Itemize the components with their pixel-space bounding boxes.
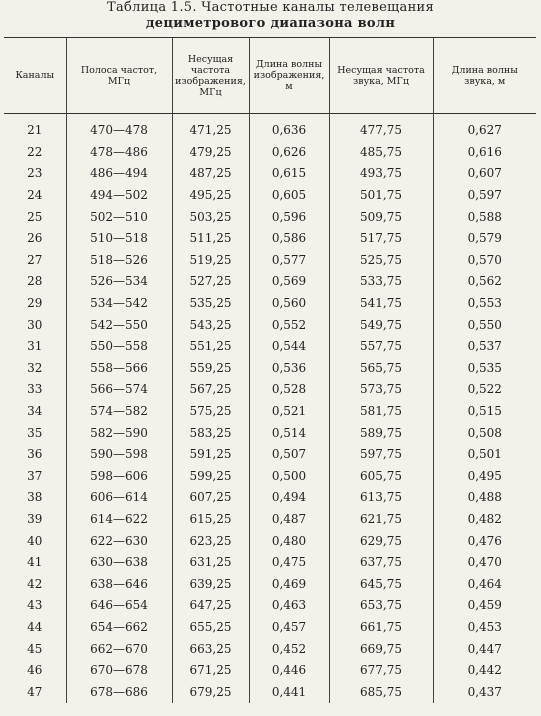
cell-audio-wavelength: 0,562 xyxy=(433,271,536,293)
cell-band: 654—662 xyxy=(66,617,172,639)
cell-channel: 34 xyxy=(27,404,43,419)
cell-band: 526—534 xyxy=(66,271,172,293)
table-row xyxy=(4,617,536,639)
cell-channel: 38 xyxy=(27,490,43,505)
cell-band: 678—686 xyxy=(66,681,172,703)
cell-audio-carrier: 517,75 xyxy=(329,228,433,250)
cell-channel: 41 xyxy=(27,555,43,570)
cell-audio-carrier: 621,75 xyxy=(329,509,433,531)
cell-audio-wavelength: 0,442 xyxy=(433,660,536,682)
table-row xyxy=(4,336,536,358)
table-row xyxy=(4,422,536,444)
cell-video-wavelength: 0,626 xyxy=(249,142,329,164)
cell-video-carrier: 503,25 xyxy=(172,206,249,228)
cell-audio-carrier: 485,75 xyxy=(329,142,433,164)
cell-band: 558—566 xyxy=(66,358,172,380)
cell-channel: 42 xyxy=(27,576,43,591)
cell-audio-carrier: 581,75 xyxy=(329,401,433,423)
cell-audio-carrier: 533,75 xyxy=(329,271,433,293)
cell-video-carrier: 679,25 xyxy=(172,681,249,703)
table-row xyxy=(4,379,536,401)
cell-band: 638—646 xyxy=(66,573,172,595)
cell-video-carrier: 647,25 xyxy=(172,595,249,617)
cell-channel: 27 xyxy=(27,252,43,267)
cell-video-wavelength: 0,577 xyxy=(249,250,329,272)
cell-video-wavelength: 0,605 xyxy=(249,185,329,207)
cell-audio-wavelength: 0,515 xyxy=(433,401,536,423)
table-header xyxy=(4,38,536,114)
cell-video-carrier: 655,25 xyxy=(172,617,249,639)
cell-band: 502—510 xyxy=(66,206,172,228)
table-row xyxy=(4,114,536,142)
cell-video-carrier: 599,25 xyxy=(172,466,249,488)
header-row xyxy=(4,38,536,114)
cell-band: 606—614 xyxy=(66,487,172,509)
cell-audio-wavelength: 0,522 xyxy=(433,379,536,401)
cell-audio-carrier: 573,75 xyxy=(329,379,433,401)
cell-audio-carrier: 653,75 xyxy=(329,595,433,617)
table-row xyxy=(4,228,536,250)
cell-channel: 39 xyxy=(27,511,43,526)
cell-channel: 31 xyxy=(27,339,43,354)
table-row xyxy=(4,401,536,423)
cell-channel: 43 xyxy=(27,598,43,613)
cell-audio-carrier: 493,75 xyxy=(329,163,433,185)
cell-video-carrier: 559,25 xyxy=(172,358,249,380)
table-row xyxy=(4,206,536,228)
table-row xyxy=(4,595,536,617)
cell-video-wavelength: 0,521 xyxy=(249,401,329,423)
cell-band: 670—678 xyxy=(66,660,172,682)
cell-audio-carrier: 525,75 xyxy=(329,250,433,272)
cell-video-carrier: 487,25 xyxy=(172,163,249,185)
caption-line-2: дециметрового диапазона волн xyxy=(145,16,396,31)
cell-channel: 32 xyxy=(27,360,43,375)
table-row xyxy=(4,314,536,336)
table-row xyxy=(4,638,536,660)
cell-video-wavelength: 0,536 xyxy=(249,358,329,380)
cell-channel: 46 xyxy=(27,663,43,678)
cell-audio-carrier: 565,75 xyxy=(329,358,433,380)
cell-channel: 26 xyxy=(27,231,43,246)
cell-audio-wavelength: 0,627 xyxy=(433,114,536,142)
cell-video-wavelength: 0,500 xyxy=(249,466,329,488)
cell-video-wavelength: 0,552 xyxy=(249,314,329,336)
cell-band: 622—630 xyxy=(66,530,172,552)
cell-channel: 35 xyxy=(27,425,43,440)
cell-video-wavelength: 0,544 xyxy=(249,336,329,358)
table-row xyxy=(4,358,536,380)
cell-video-wavelength: 0,596 xyxy=(249,206,329,228)
cell-audio-wavelength: 0,616 xyxy=(433,142,536,164)
cell-audio-wavelength: 0,508 xyxy=(433,422,536,444)
caption-line-1: Таблица 1.5. Частотные каналы телевещания xyxy=(106,0,435,15)
cell-video-wavelength: 0,480 xyxy=(249,530,329,552)
table-row xyxy=(4,487,536,509)
cell-video-carrier: 471,25 xyxy=(172,114,249,142)
cell-band: 614—622 xyxy=(66,509,172,531)
cell-band: 478—486 xyxy=(66,142,172,164)
cell-audio-carrier: 661,75 xyxy=(329,617,433,639)
table-row xyxy=(4,142,536,164)
table-row xyxy=(4,185,536,207)
cell-audio-carrier: 605,75 xyxy=(329,466,433,488)
cell-audio-wavelength: 0,459 xyxy=(433,595,536,617)
cell-audio-wavelength: 0,495 xyxy=(433,466,536,488)
cell-video-carrier: 551,25 xyxy=(172,336,249,358)
cell-video-carrier: 607,25 xyxy=(172,487,249,509)
cell-channel: 45 xyxy=(27,641,43,656)
cell-video-carrier: 511,25 xyxy=(172,228,249,250)
table-row xyxy=(4,466,536,488)
cell-audio-wavelength: 0,579 xyxy=(433,228,536,250)
table-body xyxy=(4,114,536,704)
cell-audio-carrier: 557,75 xyxy=(329,336,433,358)
cell-channel: 47 xyxy=(27,684,43,699)
cell-channel: 21 xyxy=(27,123,43,138)
cell-video-wavelength: 0,441 xyxy=(249,681,329,703)
cell-channel: 37 xyxy=(27,468,43,483)
cell-video-carrier: 671,25 xyxy=(172,660,249,682)
cell-band: 470—478 xyxy=(66,114,172,142)
cell-band: 566—574 xyxy=(66,379,172,401)
table-row xyxy=(4,163,536,185)
cell-band: 486—494 xyxy=(66,163,172,185)
cell-video-wavelength: 0,514 xyxy=(249,422,329,444)
header-video-carrier: Несущая частота изображения, МГц xyxy=(172,38,249,114)
cell-audio-wavelength: 0,537 xyxy=(433,336,536,358)
cell-video-carrier: 495,25 xyxy=(172,185,249,207)
cell-band: 646—654 xyxy=(66,595,172,617)
cell-channel: 24 xyxy=(27,188,43,203)
cell-video-wavelength: 0,507 xyxy=(249,444,329,466)
cell-video-wavelength: 0,446 xyxy=(249,660,329,682)
cell-video-wavelength: 0,487 xyxy=(249,509,329,531)
cell-audio-carrier: 685,75 xyxy=(329,681,433,703)
cell-band: 494—502 xyxy=(66,185,172,207)
cell-video-carrier: 479,25 xyxy=(172,142,249,164)
cell-channel: 29 xyxy=(27,296,43,311)
cell-video-carrier: 575,25 xyxy=(172,401,249,423)
table-row xyxy=(4,530,536,552)
cell-video-carrier: 591,25 xyxy=(172,444,249,466)
cell-audio-wavelength: 0,597 xyxy=(433,185,536,207)
cell-channel: 28 xyxy=(27,274,43,289)
cell-band: 582—590 xyxy=(66,422,172,444)
cell-audio-wavelength: 0,570 xyxy=(433,250,536,272)
cell-band: 662—670 xyxy=(66,638,172,660)
cell-video-carrier: 631,25 xyxy=(172,552,249,574)
frequency-table xyxy=(4,37,536,703)
cell-channel: 22 xyxy=(27,144,43,159)
cell-channel: 30 xyxy=(27,317,43,332)
cell-band: 518—526 xyxy=(66,250,172,272)
cell-audio-wavelength: 0,588 xyxy=(433,206,536,228)
cell-band: 550—558 xyxy=(66,336,172,358)
table-row xyxy=(4,660,536,682)
cell-audio-carrier: 597,75 xyxy=(329,444,433,466)
cell-audio-wavelength: 0,488 xyxy=(433,487,536,509)
cell-video-carrier: 615,25 xyxy=(172,509,249,531)
cell-video-carrier: 663,25 xyxy=(172,638,249,660)
cell-channel: 44 xyxy=(27,619,43,634)
cell-band: 574—582 xyxy=(66,401,172,423)
cell-video-wavelength: 0,636 xyxy=(249,114,329,142)
cell-video-wavelength: 0,469 xyxy=(249,573,329,595)
cell-channel: 33 xyxy=(27,382,43,397)
cell-video-carrier: 623,25 xyxy=(172,530,249,552)
cell-video-wavelength: 0,560 xyxy=(249,293,329,315)
cell-audio-carrier: 637,75 xyxy=(329,552,433,574)
cell-audio-wavelength: 0,550 xyxy=(433,314,536,336)
cell-video-carrier: 519,25 xyxy=(172,250,249,272)
cell-audio-carrier: 645,75 xyxy=(329,573,433,595)
cell-video-wavelength: 0,494 xyxy=(249,487,329,509)
table-row xyxy=(4,573,536,595)
cell-video-wavelength: 0,586 xyxy=(249,228,329,250)
cell-video-wavelength: 0,475 xyxy=(249,552,329,574)
cell-audio-carrier: 589,75 xyxy=(329,422,433,444)
table-row xyxy=(4,552,536,574)
cell-channel: 23 xyxy=(27,166,43,181)
cell-video-carrier: 527,25 xyxy=(172,271,249,293)
cell-audio-wavelength: 0,447 xyxy=(433,638,536,660)
cell-audio-wavelength: 0,553 xyxy=(433,293,536,315)
cell-audio-wavelength: 0,501 xyxy=(433,444,536,466)
cell-audio-carrier: 501,75 xyxy=(329,185,433,207)
table-row xyxy=(4,444,536,466)
cell-audio-carrier: 669,75 xyxy=(329,638,433,660)
cell-video-wavelength: 0,457 xyxy=(249,617,329,639)
cell-band: 630—638 xyxy=(66,552,172,574)
cell-audio-carrier: 477,75 xyxy=(329,114,433,142)
cell-channel: 25 xyxy=(27,209,43,224)
cell-audio-carrier: 677,75 xyxy=(329,660,433,682)
cell-band: 590—598 xyxy=(66,444,172,466)
header-video-wavelength: Длина волны изображения, м xyxy=(249,38,329,114)
header-audio-wavelength: Длина волны звука, м xyxy=(433,38,536,114)
cell-video-wavelength: 0,463 xyxy=(249,595,329,617)
cell-channel: 36 xyxy=(27,447,43,462)
cell-band: 534—542 xyxy=(66,293,172,315)
cell-audio-wavelength: 0,535 xyxy=(433,358,536,380)
table-row xyxy=(4,293,536,315)
header-audio-carrier: Несущая частота звука, МГц xyxy=(329,38,433,114)
cell-audio-carrier: 541,75 xyxy=(329,293,433,315)
cell-band: 510—518 xyxy=(66,228,172,250)
table-row xyxy=(4,250,536,272)
header-band: Полоса частот, МГц xyxy=(66,38,172,114)
cell-audio-wavelength: 0,476 xyxy=(433,530,536,552)
cell-audio-wavelength: 0,607 xyxy=(433,163,536,185)
table-caption xyxy=(0,0,541,32)
cell-video-wavelength: 0,615 xyxy=(249,163,329,185)
cell-band: 598—606 xyxy=(66,466,172,488)
cell-video-carrier: 583,25 xyxy=(172,422,249,444)
cell-audio-wavelength: 0,453 xyxy=(433,617,536,639)
cell-video-carrier: 535,25 xyxy=(172,293,249,315)
cell-channel: 40 xyxy=(27,533,43,548)
cell-audio-carrier: 549,75 xyxy=(329,314,433,336)
cell-audio-wavelength: 0,437 xyxy=(433,681,536,703)
cell-band: 542—550 xyxy=(66,314,172,336)
cell-audio-carrier: 613,75 xyxy=(329,487,433,509)
cell-video-carrier: 543,25 xyxy=(172,314,249,336)
table-row xyxy=(4,271,536,293)
table-row xyxy=(4,681,536,703)
cell-audio-wavelength: 0,482 xyxy=(433,509,536,531)
cell-video-wavelength: 0,528 xyxy=(249,379,329,401)
cell-video-wavelength: 0,569 xyxy=(249,271,329,293)
cell-audio-carrier: 509,75 xyxy=(329,206,433,228)
cell-audio-wavelength: 0,470 xyxy=(433,552,536,574)
cell-video-carrier: 639,25 xyxy=(172,573,249,595)
cell-audio-carrier: 629,75 xyxy=(329,530,433,552)
header-channels: Каналы xyxy=(4,38,66,114)
table-row xyxy=(4,509,536,531)
cell-audio-wavelength: 0,464 xyxy=(433,573,536,595)
cell-video-wavelength: 0,452 xyxy=(249,638,329,660)
cell-video-carrier: 567,25 xyxy=(172,379,249,401)
